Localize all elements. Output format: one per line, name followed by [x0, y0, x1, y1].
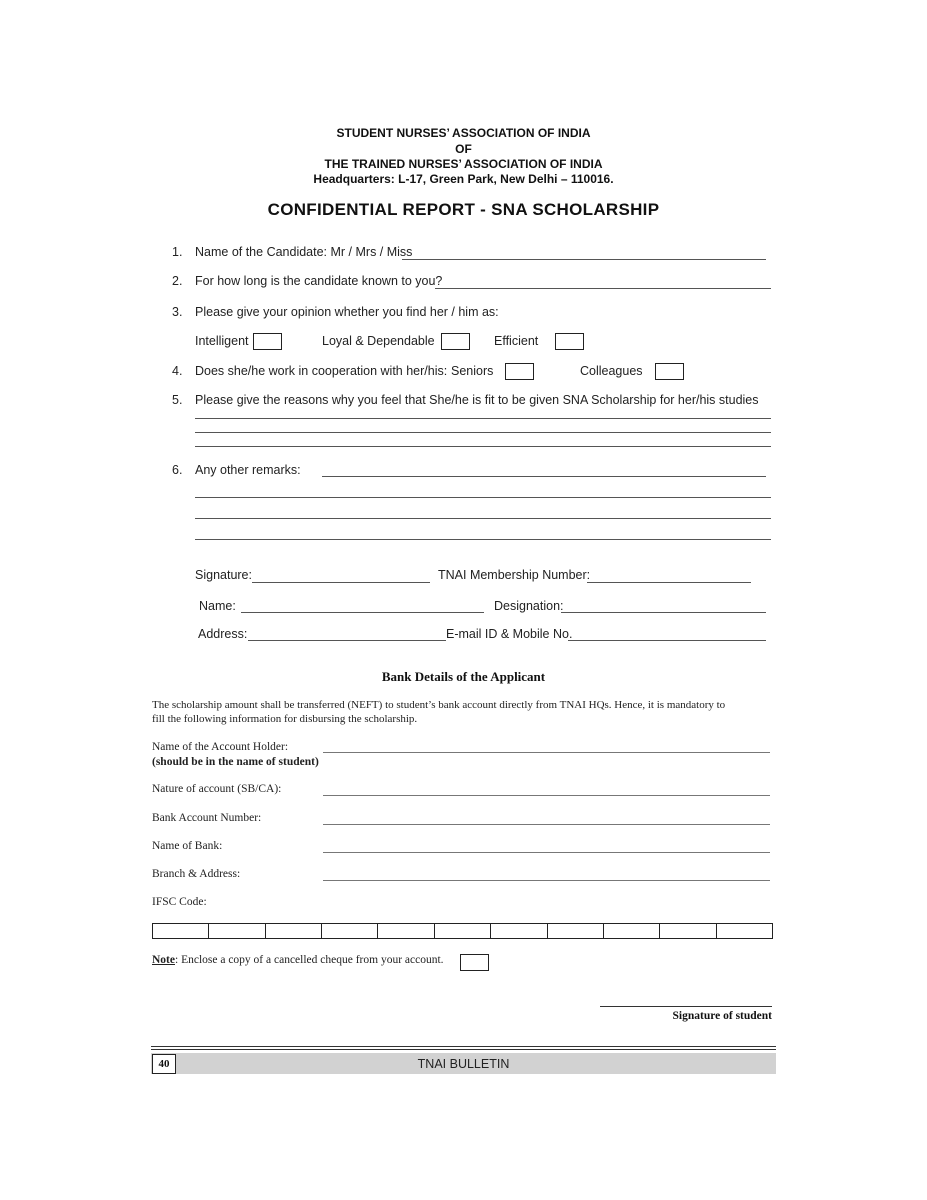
reasons-line-1[interactable] — [195, 418, 771, 419]
page-title: CONFIDENTIAL REPORT - SNA SCHOLARSHIP — [267, 200, 660, 219]
efficient-label: Efficient — [494, 334, 539, 348]
address-label: Address: — [198, 627, 248, 641]
bank-name-field[interactable] — [323, 852, 770, 853]
org-name: STUDENT NURSES’ ASSOCIATION OF INDIA — [336, 126, 591, 140]
student-signature-field[interactable] — [600, 1006, 772, 1007]
ifsc-code-grid — [152, 923, 773, 939]
ifsc-cell[interactable] — [322, 924, 378, 938]
ifsc-cell[interactable] — [491, 924, 547, 938]
q5-label: Please give the reasons why you feel that She/he is fit to be given SNA Scholarship for her/his studies — [195, 393, 759, 407]
note-label: Note — [152, 954, 175, 966]
ifsc-cell[interactable] — [435, 924, 491, 938]
name-field[interactable] — [241, 612, 484, 613]
q3-number: 3. — [172, 305, 183, 319]
seniors-checkbox[interactable] — [505, 363, 534, 380]
org-of: OF — [455, 142, 472, 156]
known-duration-field[interactable] — [435, 288, 771, 289]
q6-label: Any other remarks: — [195, 463, 301, 477]
account-nature-label: Nature of account (SB/CA): — [152, 783, 282, 795]
bulletin-title: TNAI BULLETIN — [417, 1057, 510, 1071]
ifsc-cell[interactable] — [266, 924, 322, 938]
q1-number: 1. — [172, 245, 183, 259]
student-signature-label: Signature of student — [672, 1010, 772, 1022]
reasons-line-3[interactable] — [195, 446, 771, 447]
email-label: E-mail ID & Mobile No. — [446, 627, 573, 641]
remarks-line-3[interactable] — [195, 518, 771, 519]
branch-address-field[interactable] — [323, 880, 770, 881]
ifsc-cell[interactable] — [604, 924, 660, 938]
intelligent-label: Intelligent — [195, 334, 249, 348]
headquarters-address: Headquarters: L-17, Green Park, New Delhi – 110016. — [313, 172, 614, 186]
branch-address-label: Branch & Address: — [152, 868, 241, 880]
remarks-line-4[interactable] — [195, 539, 771, 540]
email-field[interactable] — [568, 640, 766, 641]
seniors-label: Seniors — [451, 364, 494, 378]
footer-rule-top — [151, 1046, 776, 1047]
remarks-line-2[interactable] — [195, 497, 771, 498]
ifsc-cell[interactable] — [378, 924, 434, 938]
designation-label: Designation: — [494, 599, 564, 613]
account-number-field[interactable] — [323, 824, 770, 825]
ifsc-cell[interactable] — [717, 924, 772, 938]
ifsc-cell[interactable] — [153, 924, 209, 938]
efficient-checkbox[interactable] — [555, 333, 584, 350]
signature-field[interactable] — [252, 582, 430, 583]
account-holder-note: (should be in the name of student) — [152, 756, 319, 768]
q6-number: 6. — [172, 463, 183, 477]
address-field[interactable] — [248, 640, 446, 641]
colleagues-checkbox[interactable] — [655, 363, 684, 380]
ifsc-label: IFSC Code: — [152, 896, 207, 908]
q3-label: Please give your opinion whether you find her / him as: — [195, 305, 499, 319]
page-number: 40 — [152, 1054, 176, 1074]
note-text: : Enclose a copy of a cancelled cheque from your account. — [175, 954, 444, 966]
account-holder-field[interactable] — [323, 752, 770, 753]
bank-details-heading: Bank Details of the Applicant — [381, 669, 546, 684]
intelligent-checkbox[interactable] — [253, 333, 282, 350]
ifsc-cell[interactable] — [548, 924, 604, 938]
signature-label: Signature: — [195, 568, 252, 582]
designation-field[interactable] — [561, 612, 766, 613]
ifsc-cell[interactable] — [209, 924, 265, 938]
loyal-label: Loyal & Dependable — [322, 334, 435, 348]
reasons-line-2[interactable] — [195, 432, 771, 433]
membership-field[interactable] — [587, 582, 751, 583]
loyal-checkbox[interactable] — [441, 333, 470, 350]
name-label: Name: — [199, 599, 236, 613]
account-number-label: Bank Account Number: — [152, 812, 262, 824]
q5-number: 5. — [172, 393, 183, 407]
q4-label: Does she/he work in cooperation with her/his: — [195, 364, 448, 378]
q1-label: Name of the Candidate: Mr / Mrs / Miss — [195, 245, 413, 259]
membership-label: TNAI Membership Number: — [438, 568, 591, 582]
bank-name-label: Name of Bank: — [152, 840, 223, 852]
bank-instructions-line-1: The scholarship amount shall be transferred (NEFT) to student’s bank account directly from TNAI HQs. Hence, it is mandatory to — [152, 699, 726, 711]
remarks-line-1[interactable] — [322, 476, 766, 477]
note — [152, 954, 444, 966]
account-nature-field[interactable] — [323, 795, 770, 796]
footer-rule-bottom — [151, 1049, 776, 1050]
account-holder-label: Name of the Account Holder: — [152, 741, 289, 753]
q2-label: For how long is the candidate known to you? — [195, 274, 443, 288]
parent-org-name: THE TRAINED NURSES’ ASSOCIATION OF INDIA — [324, 157, 603, 171]
cheque-enclosed-checkbox[interactable] — [460, 954, 489, 971]
bank-instructions-line-2: fill the following information for disbursing the scholarship. — [152, 713, 418, 725]
candidate-name-field[interactable] — [402, 259, 766, 260]
colleagues-label: Colleagues — [580, 364, 643, 378]
ifsc-cell[interactable] — [660, 924, 716, 938]
q4-number: 4. — [172, 364, 183, 378]
q2-number: 2. — [172, 274, 183, 288]
